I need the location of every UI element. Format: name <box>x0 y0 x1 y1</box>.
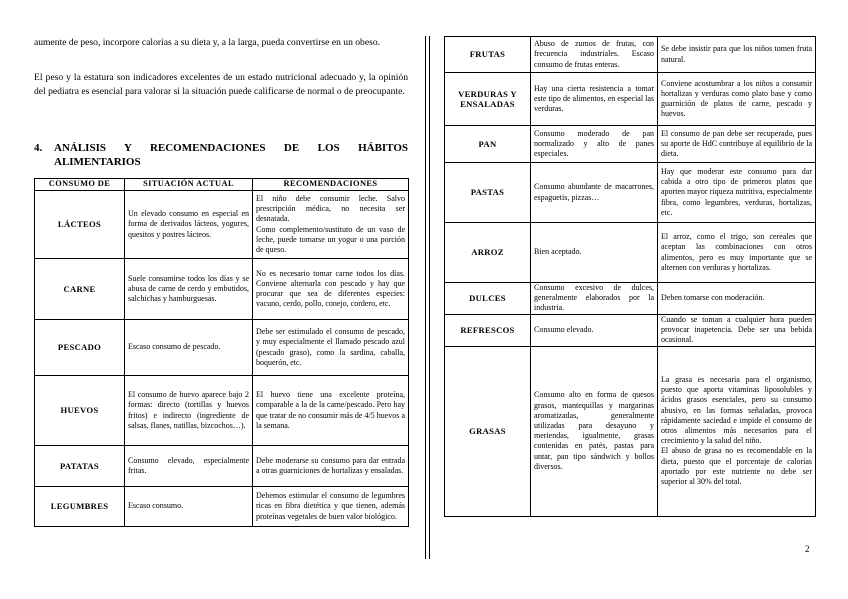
table-row <box>35 446 409 487</box>
recommendation: Deben tomarse con moderación. <box>658 283 816 315</box>
recommendation: No es necesario tomar carne todos los días. Conviene alternarla con pescado y hay que procurar que sea de diferentes especies: vacuno, cerdo, pollo, conejo, cordero, etc. <box>253 259 409 320</box>
column-divider-left <box>425 36 426 559</box>
food-category: REFRESCOS <box>445 314 531 346</box>
food-category: PESCADO <box>35 320 125 376</box>
current-situation: Bien aceptado. <box>531 223 658 283</box>
food-category: GRASAS <box>445 346 531 516</box>
food-category: HUEVOS <box>35 376 125 446</box>
header-consumo: CONSUMO DE <box>35 179 125 191</box>
food-category: VERDURAS Y ENSALADAS <box>445 73 531 126</box>
recommendation: El huevo tiene una excelente proteína, comparable a la de la carne/pescado. Pero hay que tratar de no consumir más de 4/5 huevos a la semana. <box>253 376 409 446</box>
recommendation: La grasa es necesaria para el organismo, puesto que aporta vitaminas liposolubles y ácidos grasos esenciales, pero su consumo abusivo, en las formas señaladas, provoca rápidamente saciedad e impide el consumo de otros alimentos más necesarios para el crecimiento y la salud del niño. El abuso de grasa no es recomendable en la dieta, puesto que el porcentaje de calorías aportado por este nutriente no debe ser superior al 30% del total. <box>658 346 816 516</box>
current-situation: El consumo de huevo aparece bajo 2 formas: directo (tortillas y huevos fritos) e indirecto (ingrediente de salsas, flanes, natillas, bizcochos…). <box>125 376 253 446</box>
recommendation: Se debe insistir para que los niños tomen fruta natural. <box>658 37 816 73</box>
food-category: LEGUMBRES <box>35 487 125 527</box>
paragraph-intro: aumente de peso, incorpore calorías a su dieta y, a la larga, pueda convertirse en un obeso. <box>34 37 381 48</box>
current-situation: Escaso consumo. <box>125 487 253 527</box>
table-row <box>35 191 409 259</box>
current-situation: Consumo moderado de pan normalizado y alto de panes especiales. <box>531 126 658 163</box>
recommendation: Conviene acostumbrar a los niños a consumir hortalizas y verduras como plato base y como guarnición de platos de carne, pescado y huevos. <box>658 73 816 126</box>
habits-table-left <box>34 178 409 527</box>
current-situation: Escaso consumo de pescado. <box>125 320 253 376</box>
table-row <box>445 163 816 223</box>
food-category: PAN <box>445 126 531 163</box>
table-row <box>35 487 409 527</box>
header-situacion: SITUACIÓN ACTUAL <box>125 179 253 191</box>
current-situation: Un elevado consumo en especial en forma de derivados lácteos, yogures, quesitos y postres lácteos. <box>125 191 253 259</box>
current-situation: Abuso de zumos de frutas, con frecuencia industriales. Escaso consumo de frutas enteras. <box>531 37 658 73</box>
table-row <box>445 223 816 283</box>
current-situation: Hay una cierta resistencia a tomar este tipo de alimentos, en especial las verduras. <box>531 73 658 126</box>
current-situation: Consumo alto en forma de quesos grasos, mantequillas y margarinas aromatizadas, generalmente utilizadas para desayuno y meriendas, igualmente, grasas contenidas en patés, pastas para untar, pan tipo sándwich y bollos diversos. <box>531 346 658 516</box>
current-situation: Consumo elevado, especialmente fritas. <box>125 446 253 487</box>
food-category: PATATAS <box>35 446 125 487</box>
paragraph-weight: El peso y la estatura son indicadores excelentes de un estado nutricional adecuado y, la opinión del pediatra es esencial para valorar si la situación puede calificarse de normal o de preocupante. <box>34 72 408 97</box>
food-category: LÁCTEOS <box>35 191 125 259</box>
recommendation: Debemos estimular el consumo de legumbres ricas en fibra dietética y que tienen, además proteínas vegetales de buen valor biológico. <box>253 487 409 527</box>
table-row <box>445 37 816 73</box>
table-row <box>445 314 816 346</box>
section-title: ANÁLISIS Y RECOMENDACIONES DE LOS HÁBITOS ALIMENTARIOS <box>54 142 408 168</box>
recommendation: Debe ser estimulado el consumo de pescado, y muy especialmente el llamado pescado azul (pescado graso), como la sardina, caballa, boquerón, etc. <box>253 320 409 376</box>
table-row <box>445 283 816 315</box>
food-category: ARROZ <box>445 223 531 283</box>
food-category: PASTAS <box>445 163 531 223</box>
table-row <box>445 73 816 126</box>
table-row <box>445 126 816 163</box>
recommendation: Cuando se toman a cualquier hora pueden provocar inapetencia. Debe ser una bebida ocasional. <box>658 314 816 346</box>
section-heading <box>34 142 408 169</box>
food-category: CARNE <box>35 259 125 320</box>
habits-table-right <box>444 36 816 517</box>
food-category: FRUTAS <box>445 37 531 73</box>
table-row <box>35 320 409 376</box>
recommendation: El consumo de pan debe ser recuperado, pues su aporte de HdC contribuye al equilibrio de la dieta. <box>658 126 816 163</box>
recommendation: El niño debe consumir leche. Salvo prescripción médica, no necesita ser desnatada. Como complemento/sustituto de un vaso de leche, puede tomarse un yogur o una porción de queso. <box>253 191 409 259</box>
section-number: 4. <box>34 142 43 154</box>
page-number: 2 <box>805 544 810 554</box>
current-situation: Suele consumirse todos los días y se abusa de carne de cerdo y embutidos, salchichas y hamburguesas. <box>125 259 253 320</box>
recommendation: Hay que moderar este consumo para dar cabida a otro tipo de primeros platos que aporten mayor riqueza nutritiva, especialmente fibra, como legumbres, verduras, hortalizas, etc. <box>658 163 816 223</box>
current-situation: Consumo excesivo de dulces, generalmente elaborados por la industria. <box>531 283 658 315</box>
recommendation: Debe moderarse su consumo para dar entrada a otras guarniciones de hortalizas y ensaladas. <box>253 446 409 487</box>
header-recomendaciones: RECOMENDACIONES <box>253 179 409 191</box>
current-situation: Consumo abundante de macarrones, espaguetis, pizzas… <box>531 163 658 223</box>
table-row <box>35 259 409 320</box>
recommendation: El arroz, como el trigo, son cereales que aceptan las combinaciones con otros alimentos, pero es muy importante que se alternen con verduras y hortalizas. <box>658 223 816 283</box>
table-row <box>445 346 816 516</box>
table-row <box>35 376 409 446</box>
current-situation: Consumo elevado. <box>531 314 658 346</box>
food-category: DULCES <box>445 283 531 315</box>
column-divider-right <box>429 36 430 559</box>
